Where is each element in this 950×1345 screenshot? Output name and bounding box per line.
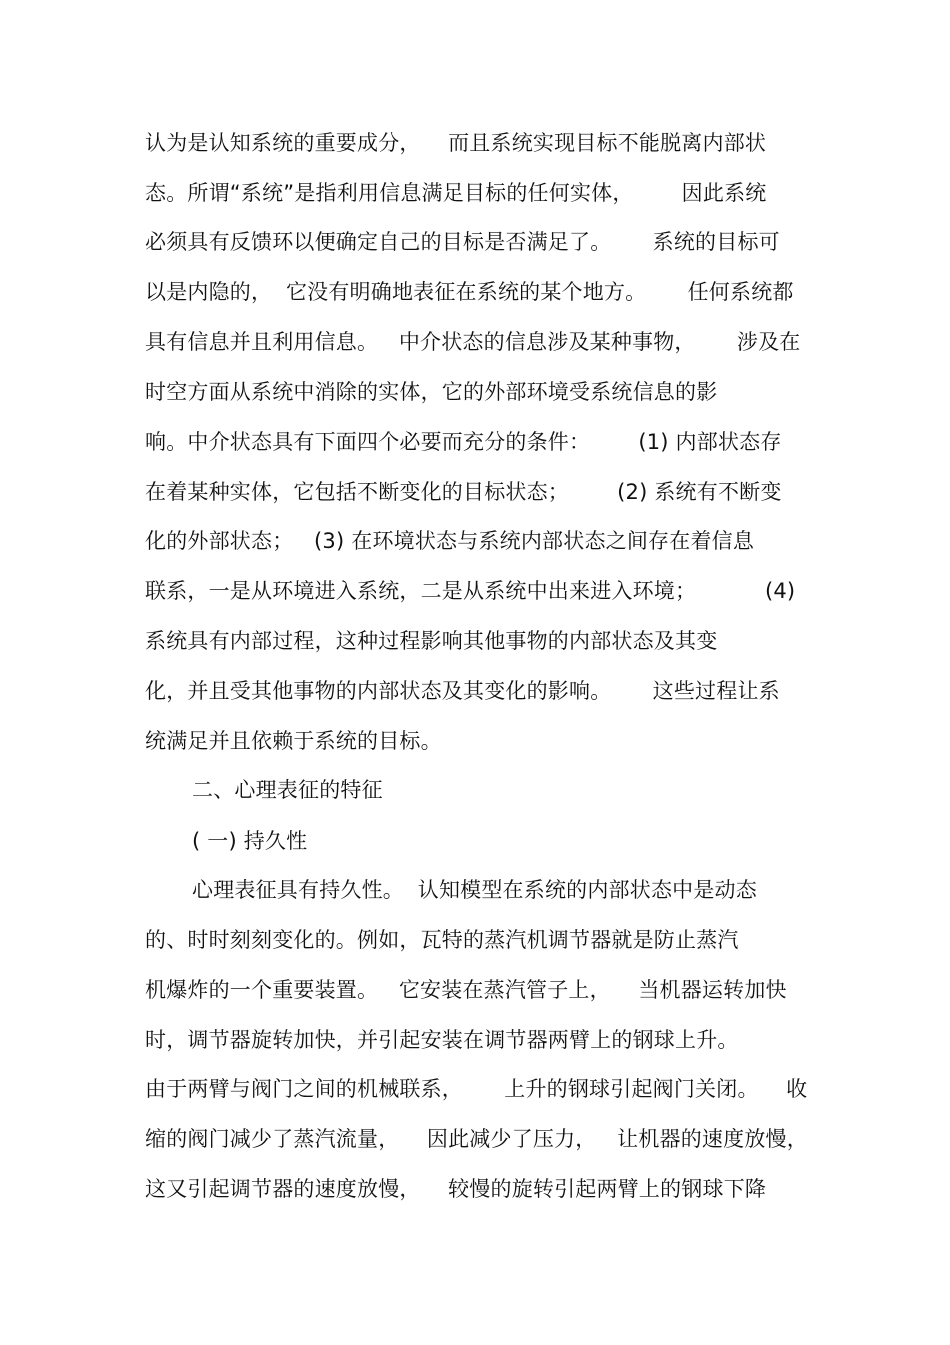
- text-line: 具有信息并且利用信息。 中介状态的信息涉及某种事物， 涉及在: [145, 330, 801, 354]
- text-line: 系统具有内部过程，这种过程影响其他事物的内部状态及其变: [145, 629, 718, 653]
- text-line: 的、时时刻刻变化的。例如，瓦特的蒸汽机调节器就是防止蒸汽: [145, 928, 739, 952]
- text-line: 时空方面从系统中消除的实体，它的外部环境受系统信息的影: [145, 380, 718, 404]
- text-line: 这又引起调节器的速度放慢， 较慢的旋转引起两臂上的钢球下降: [145, 1177, 767, 1201]
- text-line: 心理表征具有持久性。 认知模型在系统的内部状态中是动态: [192, 878, 757, 902]
- text-line: 由于两臂与阀门之间的机械联系， 上升的钢球引起阀门关闭。 收: [145, 1077, 808, 1101]
- text-line: 联系，一是从环境进入系统，二是从系统中出来进入环境； (4): [145, 579, 796, 603]
- text-line: 统满足并且依赖于系统的目标。: [145, 729, 442, 753]
- text-line: 在着某种实体，它包括不断变化的目标状态； (2) 系统有不断变: [145, 480, 782, 504]
- text-line: 必须具有反馈环以便确定自己的目标是否满足了。 系统的目标可: [145, 230, 780, 254]
- text-line: 以是内隐的， 它没有明确地表征在系统的某个地方。 任何系统都: [145, 280, 794, 304]
- text-line: 缩的阀门减少了蒸汽流量， 因此减少了压力， 让机器的速度放慢，: [145, 1127, 808, 1151]
- section-heading: 二、心理表征的特征: [192, 778, 383, 802]
- text-line: 态。所谓“系统”是指利用信息满足目标的任何实体， 因此系统: [145, 181, 767, 205]
- text-line: 化，并且受其他事物的内部状态及其变化的影响。 这些过程让系: [145, 679, 780, 703]
- text-line: 响。中介状态具有下面四个必要而充分的条件： (1) 内部状态存: [145, 430, 782, 454]
- text-line: 机爆炸的一个重要装置。 它安装在蒸汽管子上， 当机器运转加快: [145, 978, 787, 1002]
- text-line: 时，调节器旋转加快，并引起安装在调节器两臂上的钢球上升。: [145, 1028, 739, 1052]
- subsection-heading: ( 一) 持久性: [192, 829, 308, 853]
- text-line: 认为是认知系统的重要成分， 而且系统实现目标不能脱离内部状: [145, 131, 767, 155]
- text-line: 化的外部状态； (3) 在环境状态与系统内部状态之间存在着信息: [145, 529, 755, 553]
